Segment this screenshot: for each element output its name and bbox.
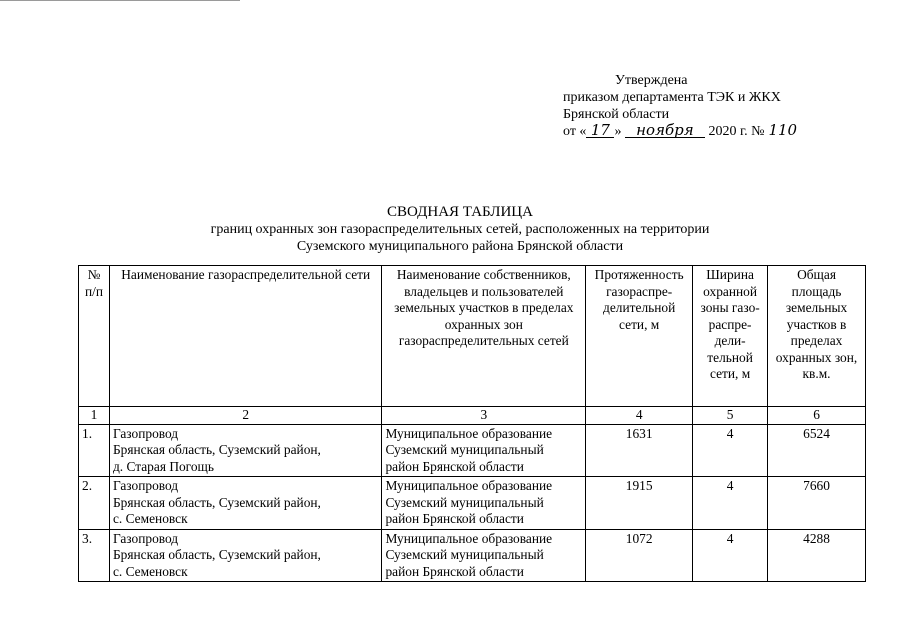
- document-heading: [160, 204, 760, 255]
- row-number: 2.: [79, 477, 110, 530]
- owner-cell: [382, 424, 586, 477]
- zone-width-cell: 4: [693, 477, 768, 530]
- approval-region-line: Брянской области: [563, 107, 670, 122]
- owner-line: Суземский муниципальный: [385, 547, 544, 562]
- date-month-handwritten: ноября: [625, 123, 705, 138]
- column-number: 1: [79, 407, 110, 425]
- date-mid: »: [614, 124, 622, 139]
- network-region: Брянская область, Суземский район,: [112, 442, 321, 457]
- header-cell-total-area: Общая площадь земельных участков в пределах охранных зон, кв.м.: [768, 266, 866, 407]
- document-title: СВОДНАЯ ТАБЛИЦА: [387, 204, 533, 220]
- owner-line: район Брянской области: [385, 511, 524, 526]
- row-number: 1.: [79, 424, 110, 477]
- network-locality: д. Старая Погощь: [112, 458, 214, 474]
- owner-line: Муниципальное образование: [385, 530, 553, 546]
- table-row: [79, 424, 866, 477]
- length-cell: 1072: [586, 529, 693, 582]
- network-name-cell: [109, 477, 381, 530]
- date-day-handwritten: 17: [586, 123, 614, 138]
- network-region: Брянская область, Суземский район,: [112, 547, 321, 562]
- zone-width-cell: 4: [693, 424, 768, 477]
- table-row: [79, 529, 866, 582]
- order-number-label: №: [751, 124, 765, 139]
- zone-width-cell: 4: [693, 529, 768, 582]
- network-locality: с. Семеновск: [112, 563, 188, 579]
- header-cell-number: № п/п: [79, 266, 110, 407]
- column-number: 4: [586, 407, 693, 425]
- date-year: 2020 г.: [708, 124, 748, 139]
- network-type: Газопровод: [112, 425, 179, 441]
- document-subtitle-2: Суземского муниципального района Брянской области: [296, 239, 624, 254]
- total-area-cell: 4288: [768, 529, 866, 582]
- approval-order-line: приказом департамента ТЭК и ЖКХ: [563, 90, 781, 105]
- column-number: 3: [382, 407, 586, 425]
- network-name-cell: [109, 529, 381, 582]
- network-region: Брянская область, Суземский район,: [112, 494, 321, 510]
- total-area-cell: 7660: [768, 477, 866, 530]
- row-number: 3.: [79, 529, 110, 582]
- owner-cell: [382, 477, 586, 530]
- total-area-cell: 6524: [768, 424, 866, 477]
- document-subtitle-1: границ охранных зон газораспределительных сетей, расположенных на территории: [210, 222, 710, 237]
- network-locality: с. Семеновск: [112, 511, 188, 526]
- approval-title: Утверждена: [615, 73, 688, 88]
- approval-date-line: [563, 123, 797, 140]
- network-name-cell: [109, 424, 381, 477]
- order-number-handwritten: 110: [768, 121, 798, 139]
- date-prefix: от «: [563, 124, 587, 139]
- column-number-row: [79, 407, 866, 425]
- length-cell: 1631: [586, 424, 693, 477]
- column-number: 6: [768, 407, 866, 425]
- owner-cell: [382, 529, 586, 582]
- network-type: Газопровод: [112, 530, 179, 546]
- owner-line: район Брянской области: [385, 563, 524, 579]
- owner-line: район Брянской области: [385, 458, 524, 474]
- header-cell-zone-width: Ширина охранной зоны газо-распре-дели-тельной сети, м: [693, 266, 768, 407]
- summary-table: [78, 265, 866, 582]
- column-number: 5: [693, 407, 768, 425]
- header-cell-length: Протяженность газораспре-делительной сети, м: [586, 266, 693, 407]
- table-row: [79, 477, 866, 530]
- approval-block: [563, 72, 797, 140]
- header-cell-network-name: Наименование газораспределительной сети: [109, 266, 381, 407]
- table-header-row: [79, 266, 866, 407]
- owner-line: Суземский муниципальный: [385, 494, 544, 510]
- column-number: 2: [109, 407, 381, 425]
- owner-line: Муниципальное образование: [385, 425, 553, 441]
- network-type: Газопровод: [112, 478, 179, 493]
- scan-edge-line: [0, 0, 240, 1]
- owner-line: Муниципальное образование: [385, 478, 553, 493]
- length-cell: 1915: [586, 477, 693, 530]
- header-cell-owners: Наименование собственников, владельцев и пользователей земельных участков в пределах охранных зон газораспределительных сетей: [382, 266, 586, 407]
- owner-line: Суземский муниципальный: [385, 442, 544, 457]
